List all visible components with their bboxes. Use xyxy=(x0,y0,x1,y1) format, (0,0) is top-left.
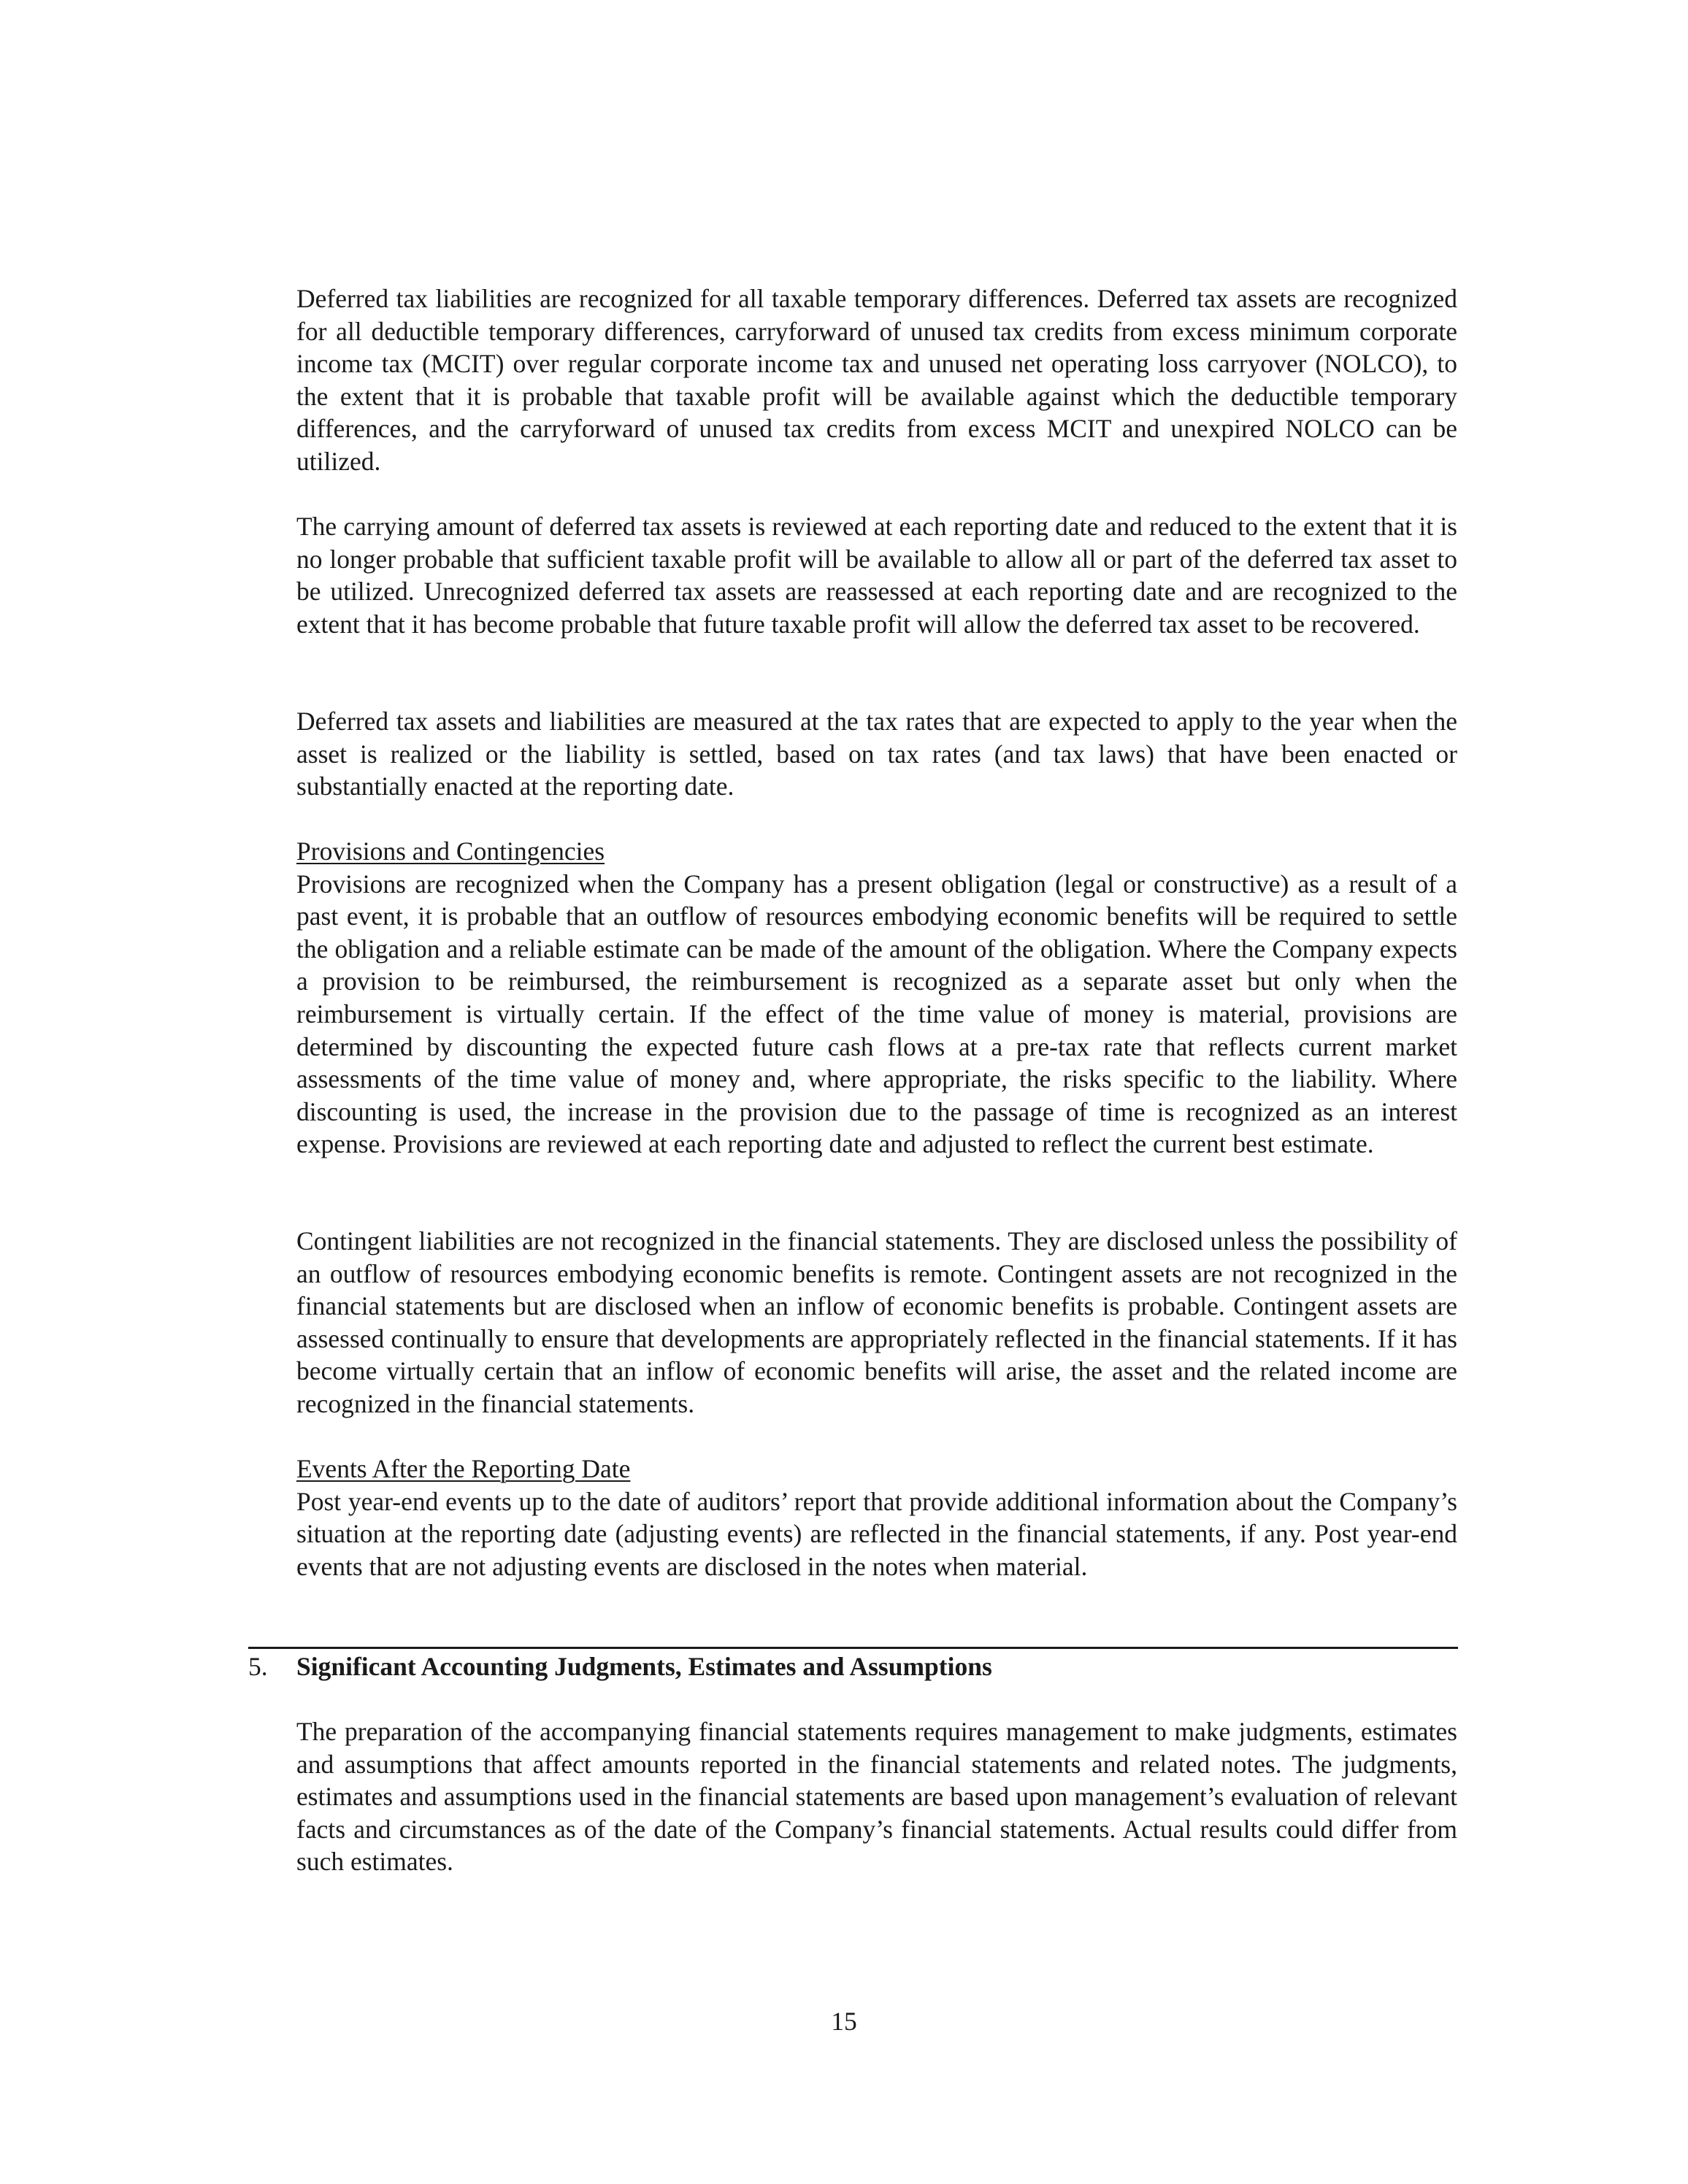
provisions-paragraph: Provisions are recognized when the Company has a present obligation (legal or constructive) as a result of a past event, it is probable that an outflow of resources embodying economic benefits will be required to settle the obligation and a reliable estimate can be made of the amount of the obligation. Where the Company expects a provision to be reimbursed, the reimbursement is recognized as a separate asset but only when the reimbursement is virtually certain. If the effect of the time value of money is material, provisions are determined by discounting the expected future cash flows at a pre-tax rate that reflects current market assessments of the time value of money and, where appropriate, the risks specific to the liability. Where discounting is used, the increase in the provision due to the passage of time is recognized as an interest expense. Provisions are reviewed at each reporting date and adjusted to reflect the current best estimate. xyxy=(296,869,1457,1159)
section5-paragraph: The preparation of the accompanying financial statements requires management to make judgments, estimates and assumptions that affect amounts reported in the financial statements and related notes. The judgments, estimates and assumptions used in the financial statements are based upon management’s evaluation of relevant facts and circumstances as of the date of the Company’s financial statements. Actual results could differ from such estimates. xyxy=(296,1717,1457,1877)
events-heading: Events After the Reporting Date xyxy=(296,1454,631,1483)
events-section xyxy=(296,1453,1457,1583)
deferred-tax-paragraph-1: Deferred tax liabilities are recognized for all taxable temporary differences. Deferred tax assets are recognized for all deductible temporary differences, carryforward of unused tax credits from excess minimum corporate income tax (MCIT) over regular corporate income tax and unused net operating loss carryover (NOLCO), to the extent that it is probable that taxable profit will be available against which the deductible temporary differences, and the carryforward of unused tax credits from excess MCIT and unexpired NOLCO can be utilized. xyxy=(296,284,1457,476)
events-paragraph: Post year-end events up to the date of auditors’ report that provide additional information about the Company’s situation at the reporting date (adjusting events) are reflected in the financial statements, if any. Post year-end events that are not adjusting events are disclosed in the notes when material. xyxy=(296,1486,1457,1581)
page-number: 15 xyxy=(831,2007,857,2036)
deferred-tax-paragraph-2: The carrying amount of deferred tax assets is reviewed at each reporting date and reduced to the extent that it is no longer probable that sufficient taxable profit will be available to allow all or part of the deferred tax asset to be utilized. Unrecognized deferred tax assets are reassessed at each reporting date and are recognized to the extent that it has become probable that future taxable profit will allow the deferred tax asset to be recovered. xyxy=(296,512,1457,639)
section-title: Significant Accounting Judgments, Estimates and Assumptions xyxy=(296,1652,992,1681)
provisions-section xyxy=(296,835,1457,1161)
provisions-heading: Provisions and Contingencies xyxy=(296,837,605,866)
contingencies-paragraph: Contingent liabilities are not recognized in the financial statements. They are disclosed unless the possibility of an outflow of resources embodying economic benefits is remote. Contingent assets are not recognized in the financial statements but are disclosed when an inflow of economic benefits is probable. Contingent assets are assessed continually to ensure that developments are appropriately reflected in the financial statements. If it has become virtually certain that an inflow of economic benefits will arise, the asset and the related income are recognized in the financial statements. xyxy=(296,1226,1457,1418)
section-divider xyxy=(248,1647,1458,1649)
section-number: 5. xyxy=(248,1652,268,1681)
deferred-tax-paragraph-3: Deferred tax assets and liabilities are measured at the tax rates that are expected to apply to the year when the asset is realized or the liability is settled, based on tax rates (and tax laws) that have been enacted or substantially enacted at the reporting date. xyxy=(296,707,1457,801)
